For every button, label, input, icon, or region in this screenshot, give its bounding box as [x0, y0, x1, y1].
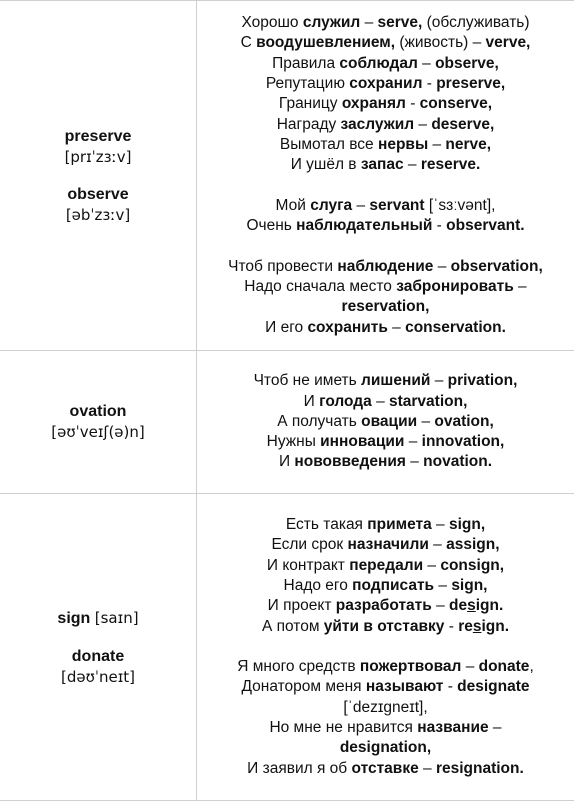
transcription: [əʊˈveɪʃ(ə)n] — [0, 422, 196, 442]
poem-line: Если срок назначили – assign, — [197, 535, 574, 555]
poem-line: Чтоб провести наблюдение – observation, — [197, 257, 574, 277]
poem-line: Надо сначала место забронировать – — [197, 277, 574, 297]
poem-line: reservation, — [197, 297, 574, 317]
poem-line: И заявил я об отставке – resignation. — [197, 759, 574, 779]
poem-line: Вымотал все нервы – nerve, — [197, 135, 574, 155]
poem-line: Надо его подписать – sign, — [197, 576, 574, 596]
transcription: [prɪˈzɜːv] — [0, 147, 196, 167]
word-cell — [0, 1, 197, 351]
poem-line: Есть такая примета – sign, — [197, 515, 574, 535]
table-row — [0, 494, 574, 801]
headword: observe — [67, 186, 128, 203]
headword: preserve — [65, 128, 132, 145]
poem-line: Но мне не нравится название – — [197, 718, 574, 738]
poem-line: Нужны инновации – innovation, — [197, 432, 574, 452]
word-cell — [0, 494, 197, 801]
poem-line: Я много средств пожертвовал – donate, — [197, 657, 574, 677]
poem-line: Границу охранял - conserve, — [197, 94, 574, 114]
poem-line: И контракт передали – consign, — [197, 556, 574, 576]
poem-line: Репутацию сохранил - preserve, — [197, 74, 574, 94]
poem-cell — [197, 494, 574, 801]
poem-line: Правила соблюдал – observe, — [197, 54, 574, 74]
word-cell — [0, 351, 197, 494]
poem-cell — [197, 1, 574, 351]
poem-line: designation, — [197, 738, 574, 758]
poem-line: [ˈdezɪgneɪt], — [197, 698, 574, 718]
poem-line: И голода – starvation, — [197, 392, 574, 412]
poem-line: Награду заслужил – deserve, — [197, 115, 574, 135]
poem-line: Хорошо служил – serve, (обслуживать) — [197, 13, 574, 33]
poem-line: И нововведения – novation. — [197, 452, 574, 472]
transcription: [əbˈzɜːv] — [0, 205, 196, 225]
transcription: [saɪn] — [95, 609, 139, 627]
poem-line: Очень наблюдательный - observant. — [197, 216, 574, 236]
transcription: [dəʊˈneɪt] — [0, 667, 196, 687]
poem-line: С воодушевлением, (живость) – verve, — [197, 33, 574, 53]
poem-cell — [197, 351, 574, 494]
headword: sign — [57, 610, 90, 627]
poem-line: И его сохранить – conservation. — [197, 318, 574, 338]
poem-line: И ушёл в запас – reserve. — [197, 155, 574, 175]
poem-line: Чтоб не иметь лишений – privation, — [197, 371, 574, 391]
poem-line: А потом уйти в отставку - resign. — [197, 617, 574, 637]
poem-line: А получать овации – ovation, — [197, 412, 574, 432]
table-row — [0, 1, 574, 351]
table-row — [0, 351, 574, 494]
poem-line: И проект разработать – design. — [197, 596, 574, 616]
poem-line: Мой слуга – servant [ˈsɜːvənt], — [197, 196, 574, 216]
headword: donate — [72, 648, 124, 665]
poem-line: Донатором меня называют - designate — [197, 677, 574, 697]
headword: ovation — [70, 403, 127, 420]
